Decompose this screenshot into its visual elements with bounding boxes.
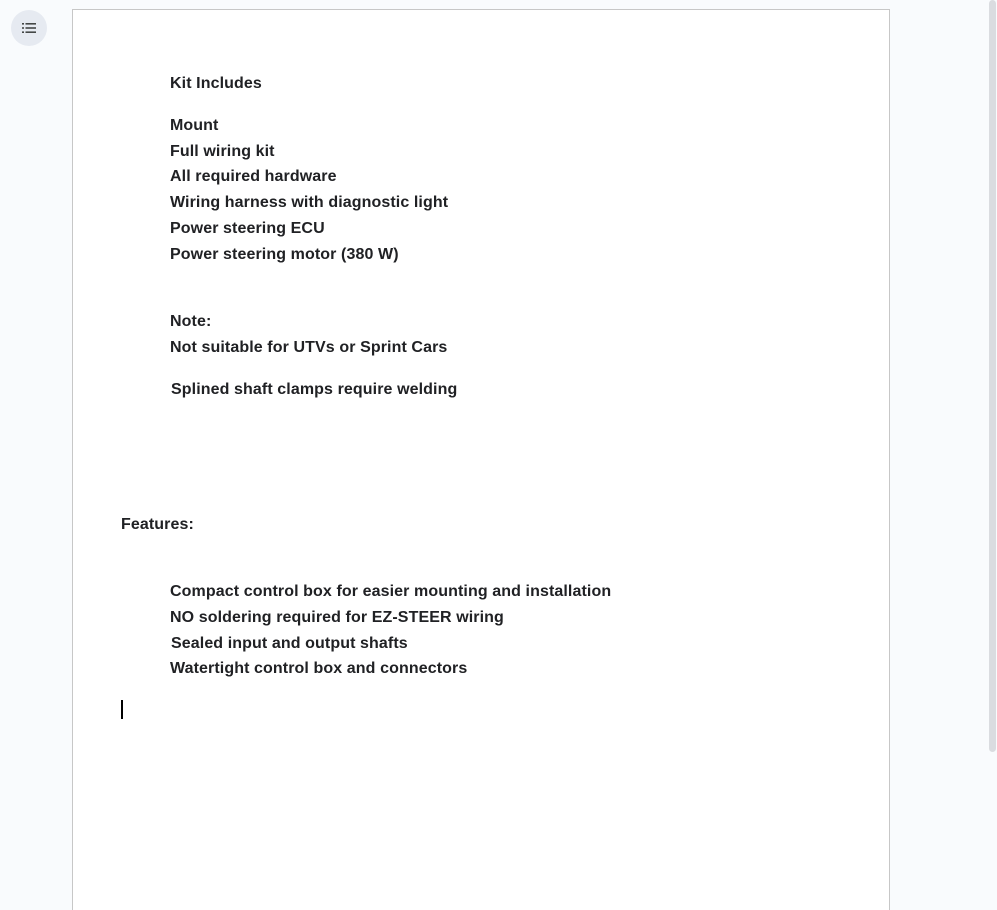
text-cursor <box>121 700 123 719</box>
welding-note: Splined shaft clamps require welding <box>171 381 458 398</box>
kit-item: Power steering motor (380 W) <box>170 246 399 263</box>
kit-item: All required hardware <box>170 168 337 185</box>
kit-heading: Kit Includes <box>170 75 262 92</box>
note-label: Note: <box>170 313 212 330</box>
scrollbar-thumb[interactable] <box>989 0 996 752</box>
features-heading: Features: <box>121 516 194 533</box>
vertical-scrollbar[interactable] <box>988 0 997 903</box>
document-page[interactable] <box>72 9 890 910</box>
kit-item: Full wiring kit <box>170 143 275 160</box>
feature-item: Compact control box for easier mounting and installation <box>170 583 612 600</box>
feature-item: Watertight control box and connectors <box>170 660 468 677</box>
feature-item: Sealed input and output shafts <box>171 635 408 652</box>
note-line: Not suitable for UTVs or Sprint Cars <box>170 339 448 356</box>
feature-item: NO soldering required for EZ-STEER wiring <box>170 609 504 626</box>
document-outline-button[interactable] <box>11 10 47 46</box>
kit-item: Wiring harness with diagnostic light <box>170 194 449 211</box>
kit-item: Mount <box>170 117 219 134</box>
outline-list-icon <box>20 19 38 37</box>
kit-item: Power steering ECU <box>170 220 325 237</box>
